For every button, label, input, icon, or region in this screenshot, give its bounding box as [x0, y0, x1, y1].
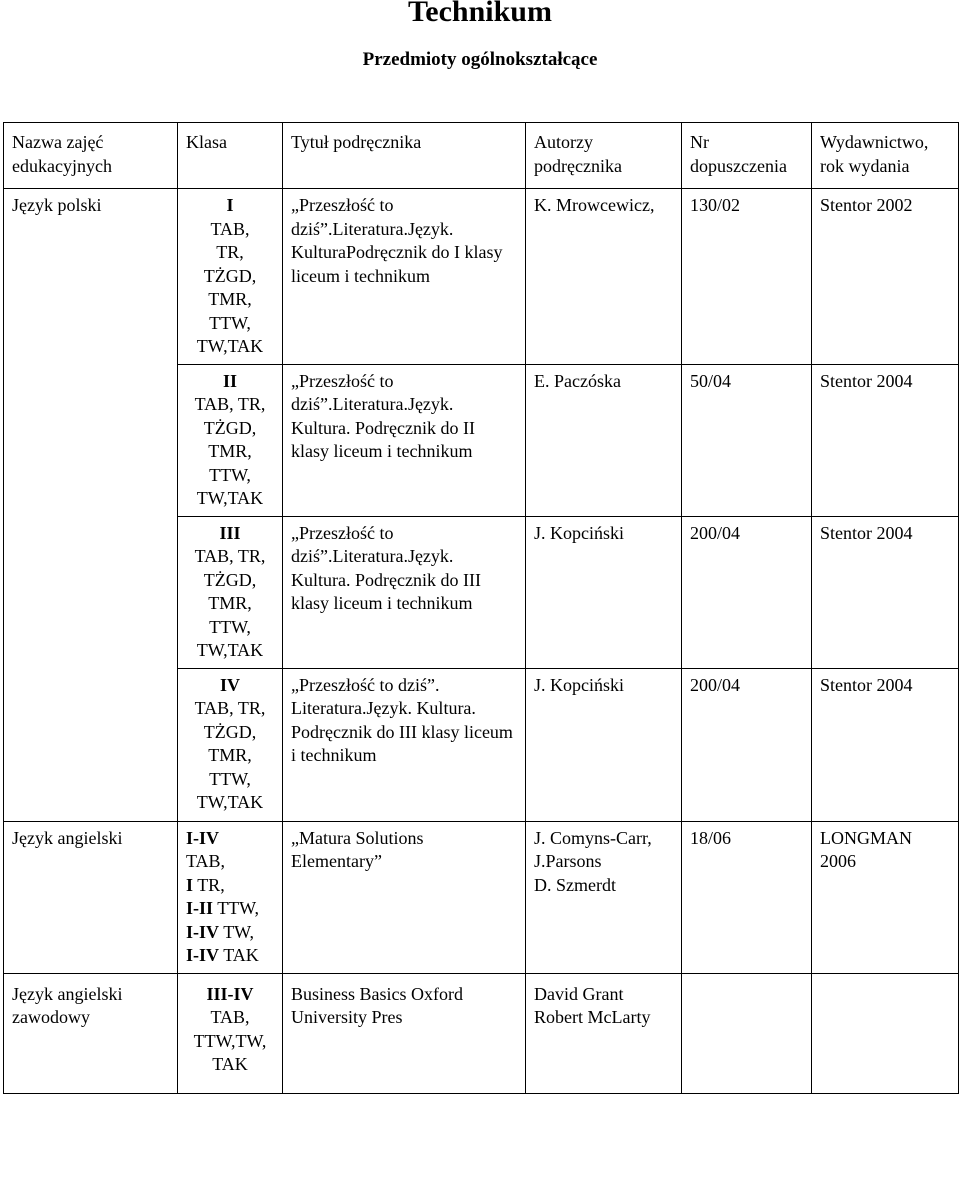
author-line: J.Parsons — [534, 851, 602, 871]
klasa-line: TŻGD, — [203, 265, 257, 286]
klasa-line: TMR, — [208, 745, 252, 765]
cell-wydawnictwo: Stentor 2004 — [812, 668, 959, 821]
klasa-line — [186, 850, 274, 874]
header-autorzy: Autorzy podręcznika — [526, 123, 682, 189]
header-nazwa: Nazwa zajęć edukacyjnych — [4, 123, 178, 189]
header-wydawnictwo: Wydawnictwo, rok wydania — [812, 123, 959, 189]
cell-klasa — [178, 668, 283, 821]
cell-klasa — [178, 189, 283, 365]
cell-nr — [682, 973, 812, 1093]
klasa-line: TŻGD, — [203, 417, 257, 438]
klasa-level: I-IV — [186, 827, 220, 848]
cell-klasa — [178, 516, 283, 668]
cell-klasa — [178, 821, 283, 973]
klasa-line: TAB, TR, — [194, 698, 266, 718]
klasa-line: TW,TAK — [196, 488, 264, 508]
klasa-line: TTW, — [209, 768, 251, 789]
cell-autorzy: J. Kopciński — [526, 516, 682, 668]
klasa-level: II — [222, 370, 237, 391]
klasa-level: IV — [219, 674, 240, 695]
cell-nr: 200/04 — [682, 516, 812, 668]
klasa-level: III-IV — [206, 983, 254, 1004]
klasa-level: I-IV — [186, 921, 220, 942]
cell-tytul: „Przeszłość to dziś”.Literatura.Język. KulturaPodręcznik do I klasy liceum i technikum — [283, 189, 526, 365]
table-row — [4, 973, 959, 1093]
page-title: Technikum — [408, 0, 552, 28]
klasa-line: TAB, TR, — [194, 394, 266, 414]
cell-autorzy: E. Paczóska — [526, 364, 682, 516]
table-header-row — [4, 123, 959, 189]
klasa-level: III — [219, 522, 241, 543]
klasa-line: TR, — [216, 242, 244, 262]
header-klasa: Klasa — [178, 123, 283, 189]
klasa-line — [186, 897, 274, 921]
klasa-line: TW,TAK — [196, 336, 264, 356]
klasa-line: TAB, TR, — [194, 546, 266, 566]
header-tytul: Tytuł podręcznika — [283, 123, 526, 189]
klasa-line: TŻGD, — [203, 569, 257, 590]
cell-tytul: „Przeszłość to dziś”.Literatura.Język. Kultura. Podręcznik do III klasy liceum i technikum — [283, 516, 526, 668]
textbook-table — [3, 122, 959, 1094]
cell-nazwa: Język angielski — [4, 821, 178, 973]
klasa-line: TW,TAK — [196, 640, 264, 660]
klasa-line — [186, 944, 274, 968]
cell-tytul: „Przeszłość to dziś”. Literatura.Język. Kultura. Podręcznik do III klasy liceum i technikum — [283, 668, 526, 821]
cell-wydawnictwo: Stentor 2004 — [812, 364, 959, 516]
klasa-line: TAK — [212, 1054, 248, 1074]
klasa-level: I-II — [186, 898, 214, 918]
klasa-line: TMR, — [208, 441, 252, 461]
cell-nazwa — [4, 668, 178, 821]
cell-nr: 18/06 — [682, 821, 812, 973]
klasa-line: TAB, — [210, 218, 250, 239]
cell-wydawnictwo — [812, 973, 959, 1093]
klasa-level: I — [226, 195, 234, 215]
author-line: J. Comyns-Carr, — [534, 827, 652, 848]
cell-autorzy: K. Mrowcewicz, — [526, 189, 682, 365]
cell-nr: 200/04 — [682, 668, 812, 821]
klasa-line: TŻGD, — [203, 721, 257, 742]
cell-wydawnictwo: Stentor 2004 — [812, 516, 959, 668]
cell-nazwa: Język angielski zawodowy — [4, 973, 178, 1093]
klasa-programs: TAK — [219, 945, 259, 965]
table-row — [4, 364, 959, 516]
klasa-line — [186, 874, 274, 898]
cell-autorzy — [526, 973, 682, 1093]
cell-nazwa: Język polski — [4, 189, 178, 365]
klasa-line: TTW, — [209, 464, 251, 485]
klasa-line: TTW, — [209, 312, 251, 333]
klasa-line — [186, 921, 274, 945]
page-subtitle: Przedmioty ogólnokształcące — [362, 49, 598, 70]
klasa-programs: TW, — [219, 921, 255, 942]
author-line: Robert McLarty — [534, 1007, 651, 1027]
table-row — [4, 516, 959, 668]
cell-autorzy: J. Kopciński — [526, 668, 682, 821]
cell-wydawnictwo: LONGMAN 2006 — [812, 821, 959, 973]
klasa-line — [186, 827, 274, 851]
klasa-line: TMR, — [208, 593, 252, 613]
table-row — [4, 821, 959, 973]
cell-klasa — [178, 973, 283, 1093]
cell-tytul: „Przeszłość to dziś”.Literatura.Język. Kultura. Podręcznik do II klasy liceum i technikum — [283, 364, 526, 516]
klasa-line: TMR, — [208, 289, 252, 309]
cell-tytul: „Matura Solutions Elementary” — [283, 821, 526, 973]
klasa-programs: TAB, — [186, 851, 226, 871]
header-nr: Nr dopuszczenia — [682, 123, 812, 189]
klasa-programs: TR, — [193, 874, 225, 895]
cell-nazwa — [4, 364, 178, 516]
cell-klasa — [178, 364, 283, 516]
cell-wydawnictwo: Stentor 2002 — [812, 189, 959, 365]
klasa-level: I-IV — [186, 945, 220, 965]
klasa-line: TAB, — [210, 1007, 250, 1027]
klasa-line: TTW, — [209, 616, 251, 637]
author-line: David Grant — [534, 983, 624, 1004]
cell-nr: 50/04 — [682, 364, 812, 516]
klasa-programs: TTW, — [213, 898, 260, 918]
cell-autorzy — [526, 821, 682, 973]
author-line: D. Szmerdt — [534, 874, 616, 895]
klasa-level: I — [186, 874, 194, 895]
cell-tytul: Business Basics Oxford University Pres — [283, 973, 526, 1093]
klasa-line: TW,TAK — [196, 792, 264, 812]
klasa-line: TTW,TW, — [193, 1030, 267, 1051]
cell-nr: 130/02 — [682, 189, 812, 365]
table-row — [4, 189, 959, 365]
table-row — [4, 668, 959, 821]
cell-nazwa — [4, 516, 178, 668]
